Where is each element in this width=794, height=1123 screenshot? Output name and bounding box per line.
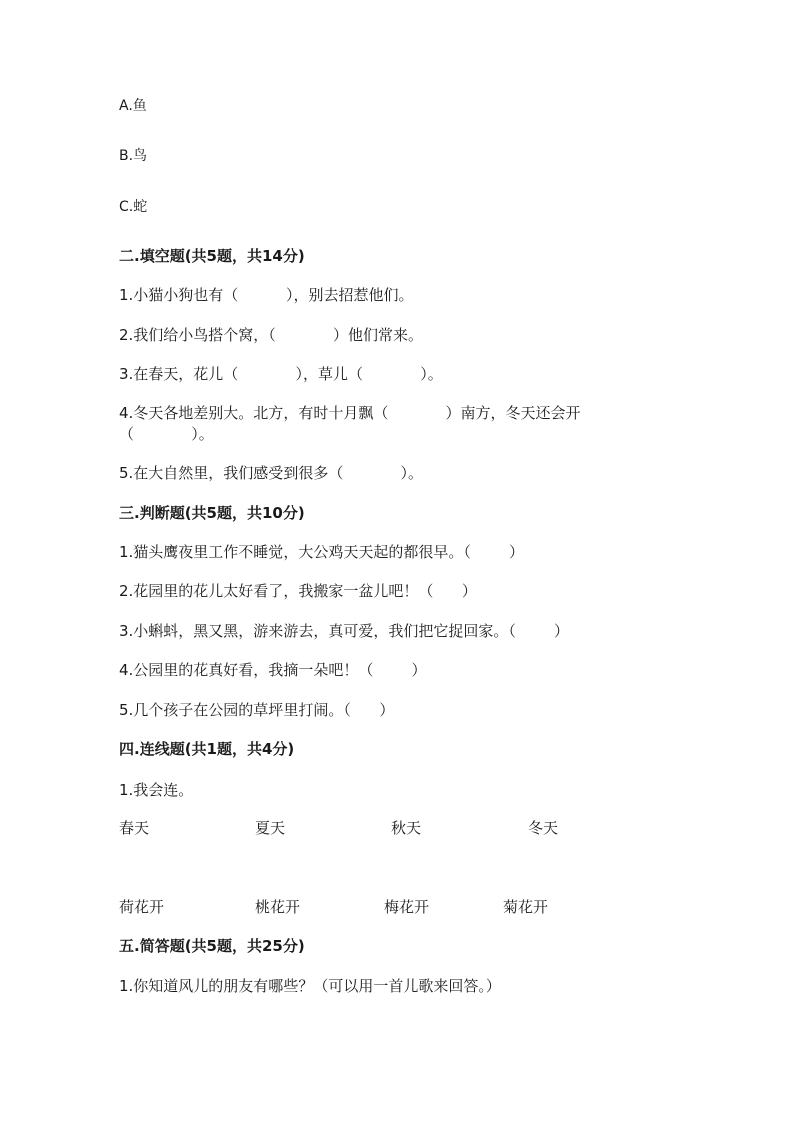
section-header: 三.判断题(共5题，共10分) bbox=[119, 504, 305, 522]
section-header: 四.连线题(共1题，共4分) bbox=[119, 740, 295, 758]
season-word: 春天 bbox=[119, 819, 150, 837]
option-a: A.鱼 bbox=[119, 98, 147, 114]
question-text: 1.猫头鹰夜里工作不睡觉，大公鸡天天起的都很早。（ ） bbox=[119, 543, 524, 561]
flower-word: 梅花开 bbox=[384, 898, 430, 916]
question-text: 5.在大自然里，我们感受到很多（ ）。 bbox=[119, 464, 424, 482]
question-text: 5.几个孩子在公园的草坪里打闹。（ ） bbox=[119, 701, 395, 719]
season-word: 秋天 bbox=[391, 819, 422, 837]
question-text: 4.公园里的花真好看，我摘一朵吧！（ ） bbox=[119, 661, 427, 679]
question-text-continued: （ ）。 bbox=[119, 425, 214, 443]
flower-word: 桃花开 bbox=[255, 898, 301, 916]
question-text: 1.小猫小狗也有（ ），别去招惹他们。 bbox=[119, 286, 414, 304]
option-c: C.蛇 bbox=[119, 199, 148, 215]
question-text: 1.你知道风儿的朋友有哪些？（可以用一首儿歌来回答。） bbox=[119, 977, 501, 995]
option-b: B.鸟 bbox=[119, 148, 148, 164]
question-text: 2.我们给小鸟搭个窝，（ ）他们常来。 bbox=[119, 326, 424, 344]
question-text: 1.我会连。 bbox=[119, 781, 194, 799]
question-text: 3.小蝌蚪，黑又黑，游来游去，真可爱，我们把它捉回家。（ ） bbox=[119, 622, 569, 640]
question-text: 4.冬天各地差别大。北方，有时十月飘（ ）南方，冬天还会开 bbox=[119, 404, 581, 422]
season-word: 夏天 bbox=[255, 819, 286, 837]
question-text: 3.在春天，花儿（ ），草儿（ ）。 bbox=[119, 365, 443, 383]
season-word: 冬天 bbox=[528, 819, 559, 837]
question-text: 2.花园里的花儿太好看了，我搬家一盆儿吧！（ ） bbox=[119, 582, 477, 600]
flower-word: 菊花开 bbox=[503, 898, 549, 916]
section-header: 五.简答题(共5题，共25分) bbox=[119, 937, 305, 955]
section-header: 二.填空题(共5题，共14分) bbox=[119, 247, 305, 265]
flower-word: 荷花开 bbox=[119, 898, 165, 916]
